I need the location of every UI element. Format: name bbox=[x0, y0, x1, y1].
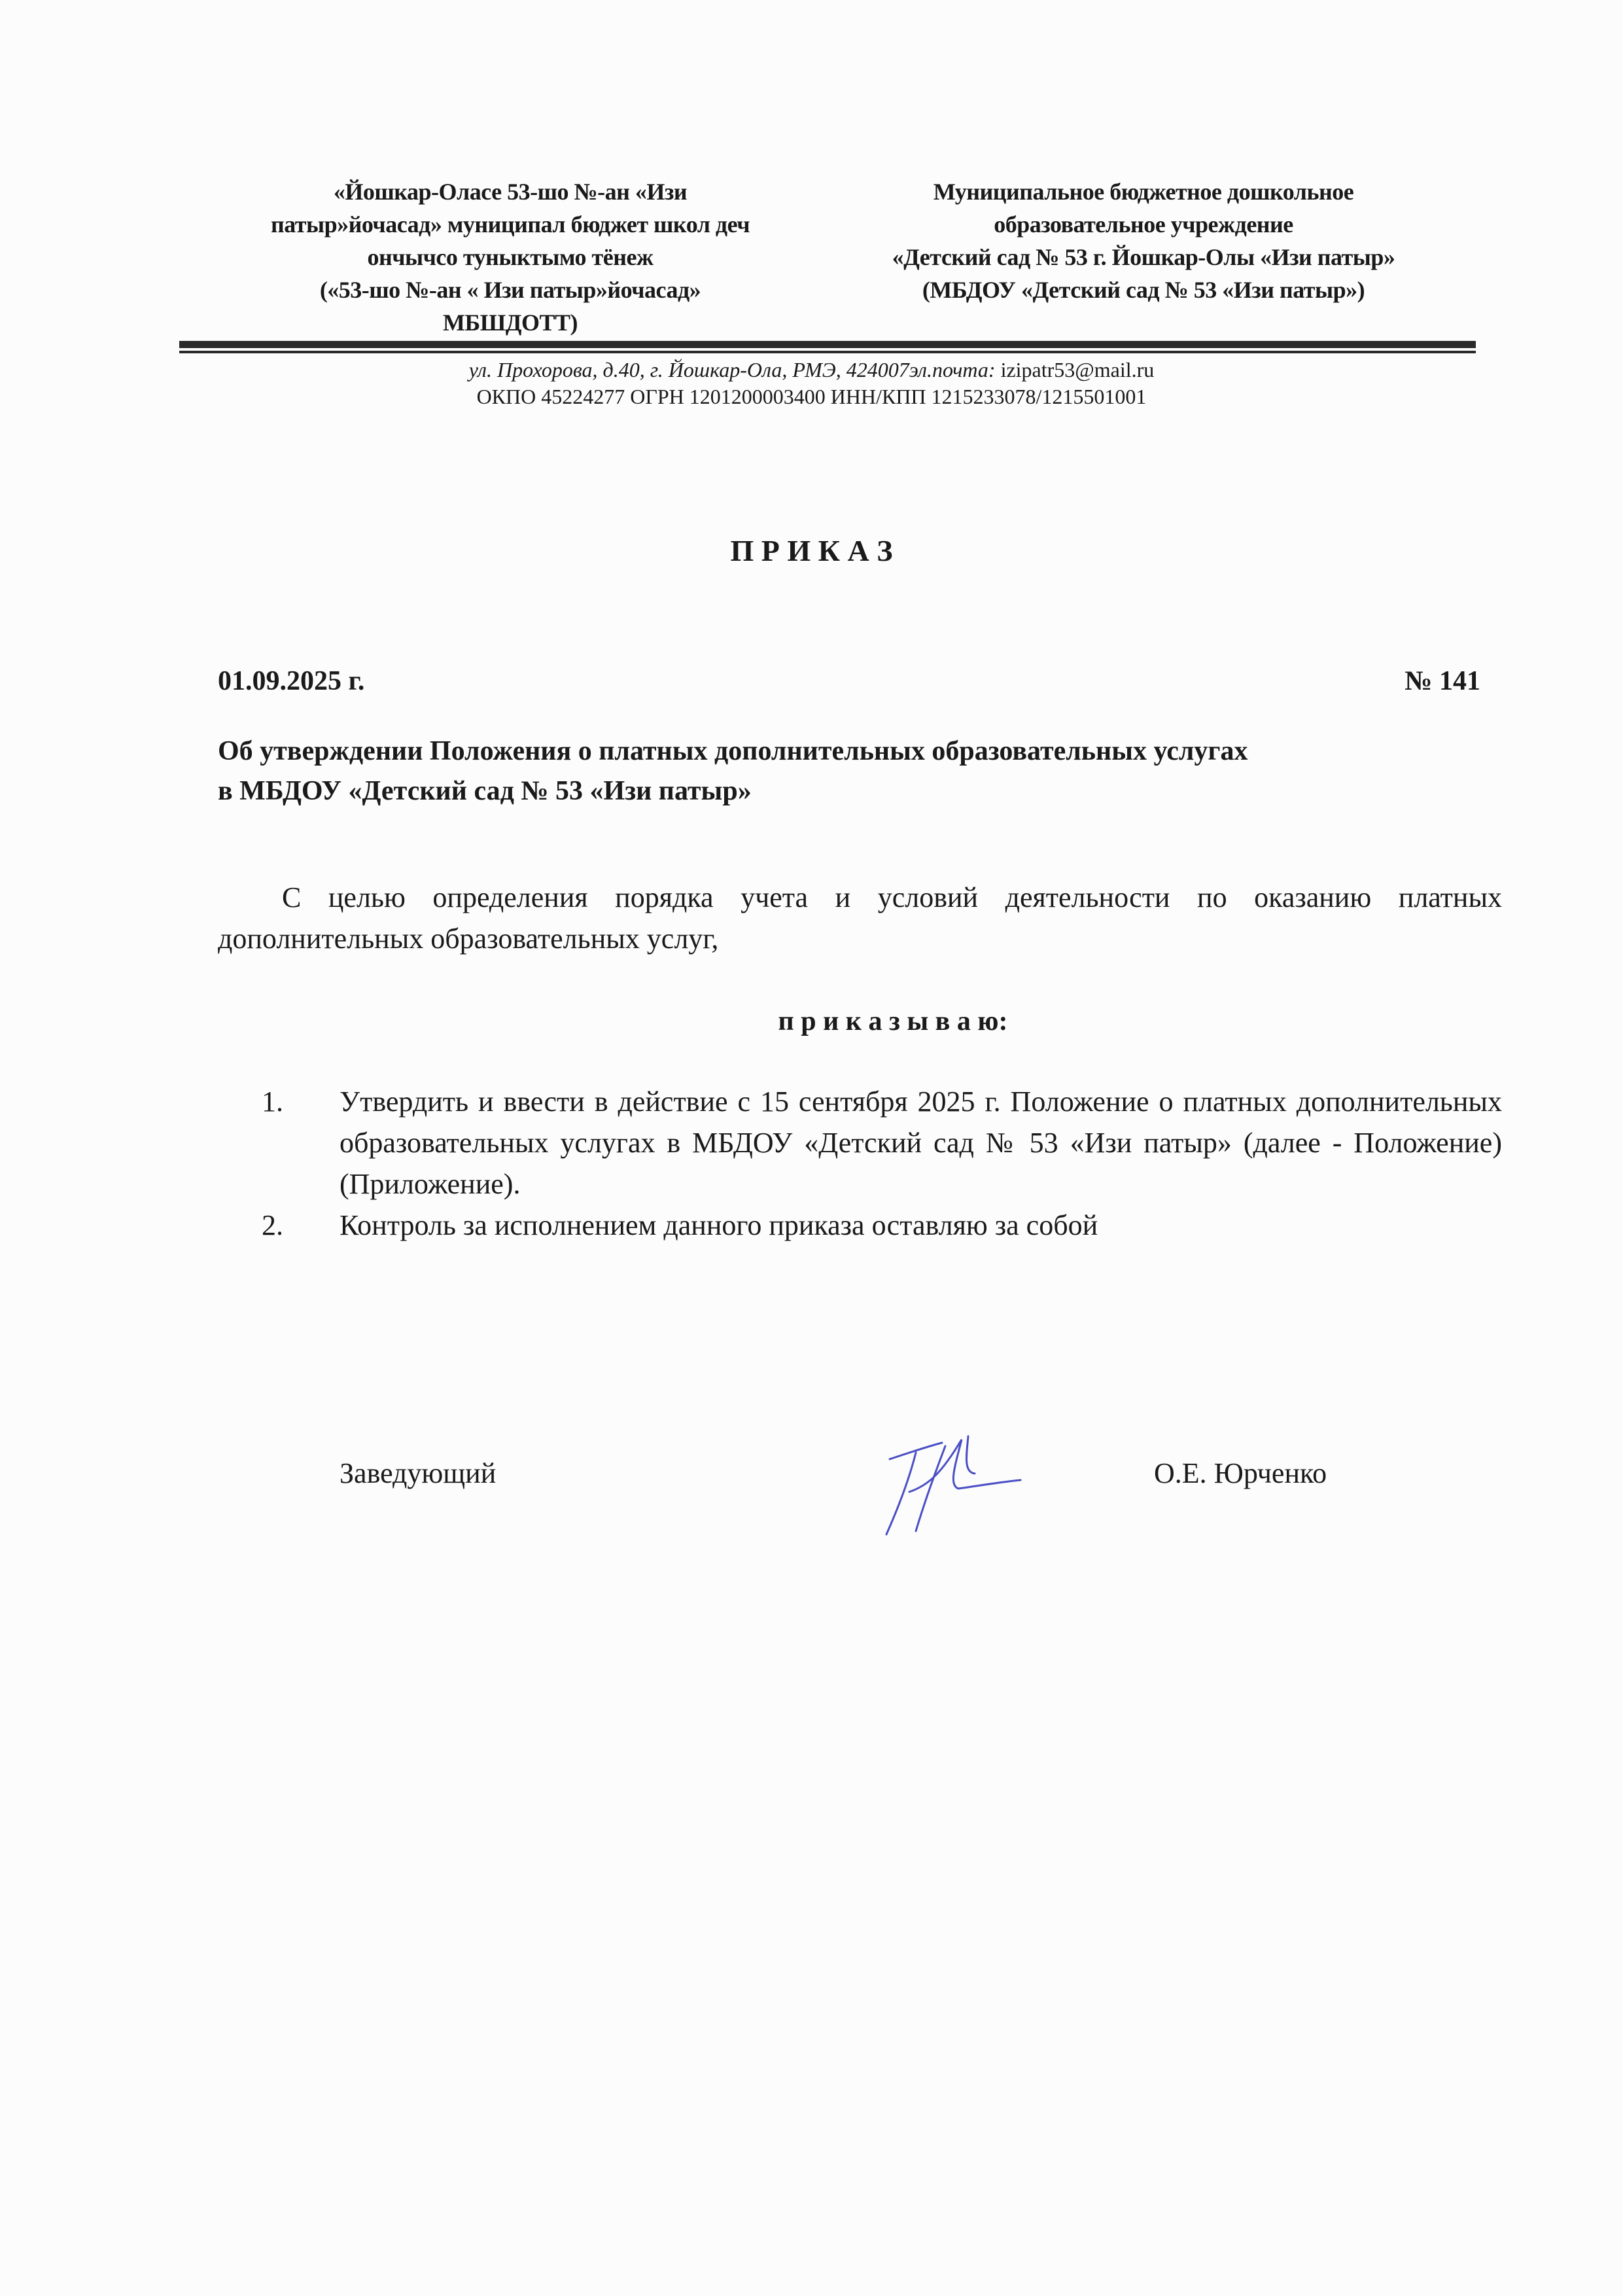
title-line: Об утверждении Положения о платных дополнительных образовательных услугах bbox=[218, 736, 1248, 766]
address-line: ул. Прохорова, д.40, г. Йошкар-Ола, РМЭ, 424007эл.почта: bbox=[468, 358, 996, 381]
list-item-text: Контроль за исполнением данного приказа оставляю за собой bbox=[340, 1209, 1098, 1241]
header-rule-thick bbox=[179, 341, 1476, 348]
letterhead-left-line: патыр»йочасад» муниципал бюджет школ деч bbox=[270, 211, 750, 238]
letterhead-left-line: ончычсо туныктымо тёнеж bbox=[367, 244, 654, 270]
document-title bbox=[218, 732, 1248, 811]
list-item-number: 1. bbox=[262, 1086, 283, 1118]
email: izipatr53@mail.ru bbox=[1000, 358, 1155, 381]
signer-name: О.Е. Юрченко bbox=[1154, 1457, 1327, 1489]
letterhead-left bbox=[216, 175, 805, 339]
letterhead-left-line: («53-шо №-ан « Изи патыр»йочасад» bbox=[319, 277, 701, 303]
letterhead-right bbox=[849, 175, 1438, 306]
header-rule-thin bbox=[179, 351, 1476, 353]
order-word: п р и к а з ы в а ю: bbox=[778, 1006, 1008, 1036]
document-type: П Р И К А З bbox=[730, 534, 893, 567]
letterhead-left-line: МБШДОТТ) bbox=[442, 309, 578, 336]
letterhead-right-line: образовательное учреждение bbox=[994, 211, 1293, 238]
document-date: 01.09.2025 г. bbox=[218, 666, 365, 696]
letterhead-right-line: Муниципальное бюджетное дошкольное bbox=[933, 179, 1354, 205]
letterhead-right-line: (МБДОУ «Детский сад № 53 «Изи патыр») bbox=[922, 277, 1365, 303]
preamble: С целью определения порядка учета и условий деятельности по оказанию платных дополнительных образовательных услуг, bbox=[218, 881, 1502, 955]
codes-line: ОКПО 45224277 ОГРН 1201200003400 ИНН/КПП 1215233078/1215501001 bbox=[476, 385, 1147, 408]
signer-title: Заведующий bbox=[340, 1457, 497, 1489]
signature bbox=[870, 1426, 1027, 1544]
list-item-number: 2. bbox=[262, 1209, 283, 1241]
list-item-text: Утвердить и ввести в действие с 15 сентября 2025 г. Положение о платных дополнительных образовательных услугах в МБДОУ «Детский сад № 53 «Изи патыр» (далее - Положение) (Приложение). bbox=[340, 1086, 1502, 1200]
letterhead-right-line: «Детский сад № 53 г. Йошкар-Олы «Изи патыр» bbox=[892, 244, 1395, 270]
address-block bbox=[0, 357, 1623, 410]
title-line: в МБДОУ «Детский сад № 53 «Изи патыр» bbox=[218, 776, 752, 806]
letterhead-left-line: «Йошкар-Оласе 53-шо №-ан «Изи bbox=[333, 179, 688, 205]
document-number: № 141 bbox=[1405, 666, 1480, 696]
